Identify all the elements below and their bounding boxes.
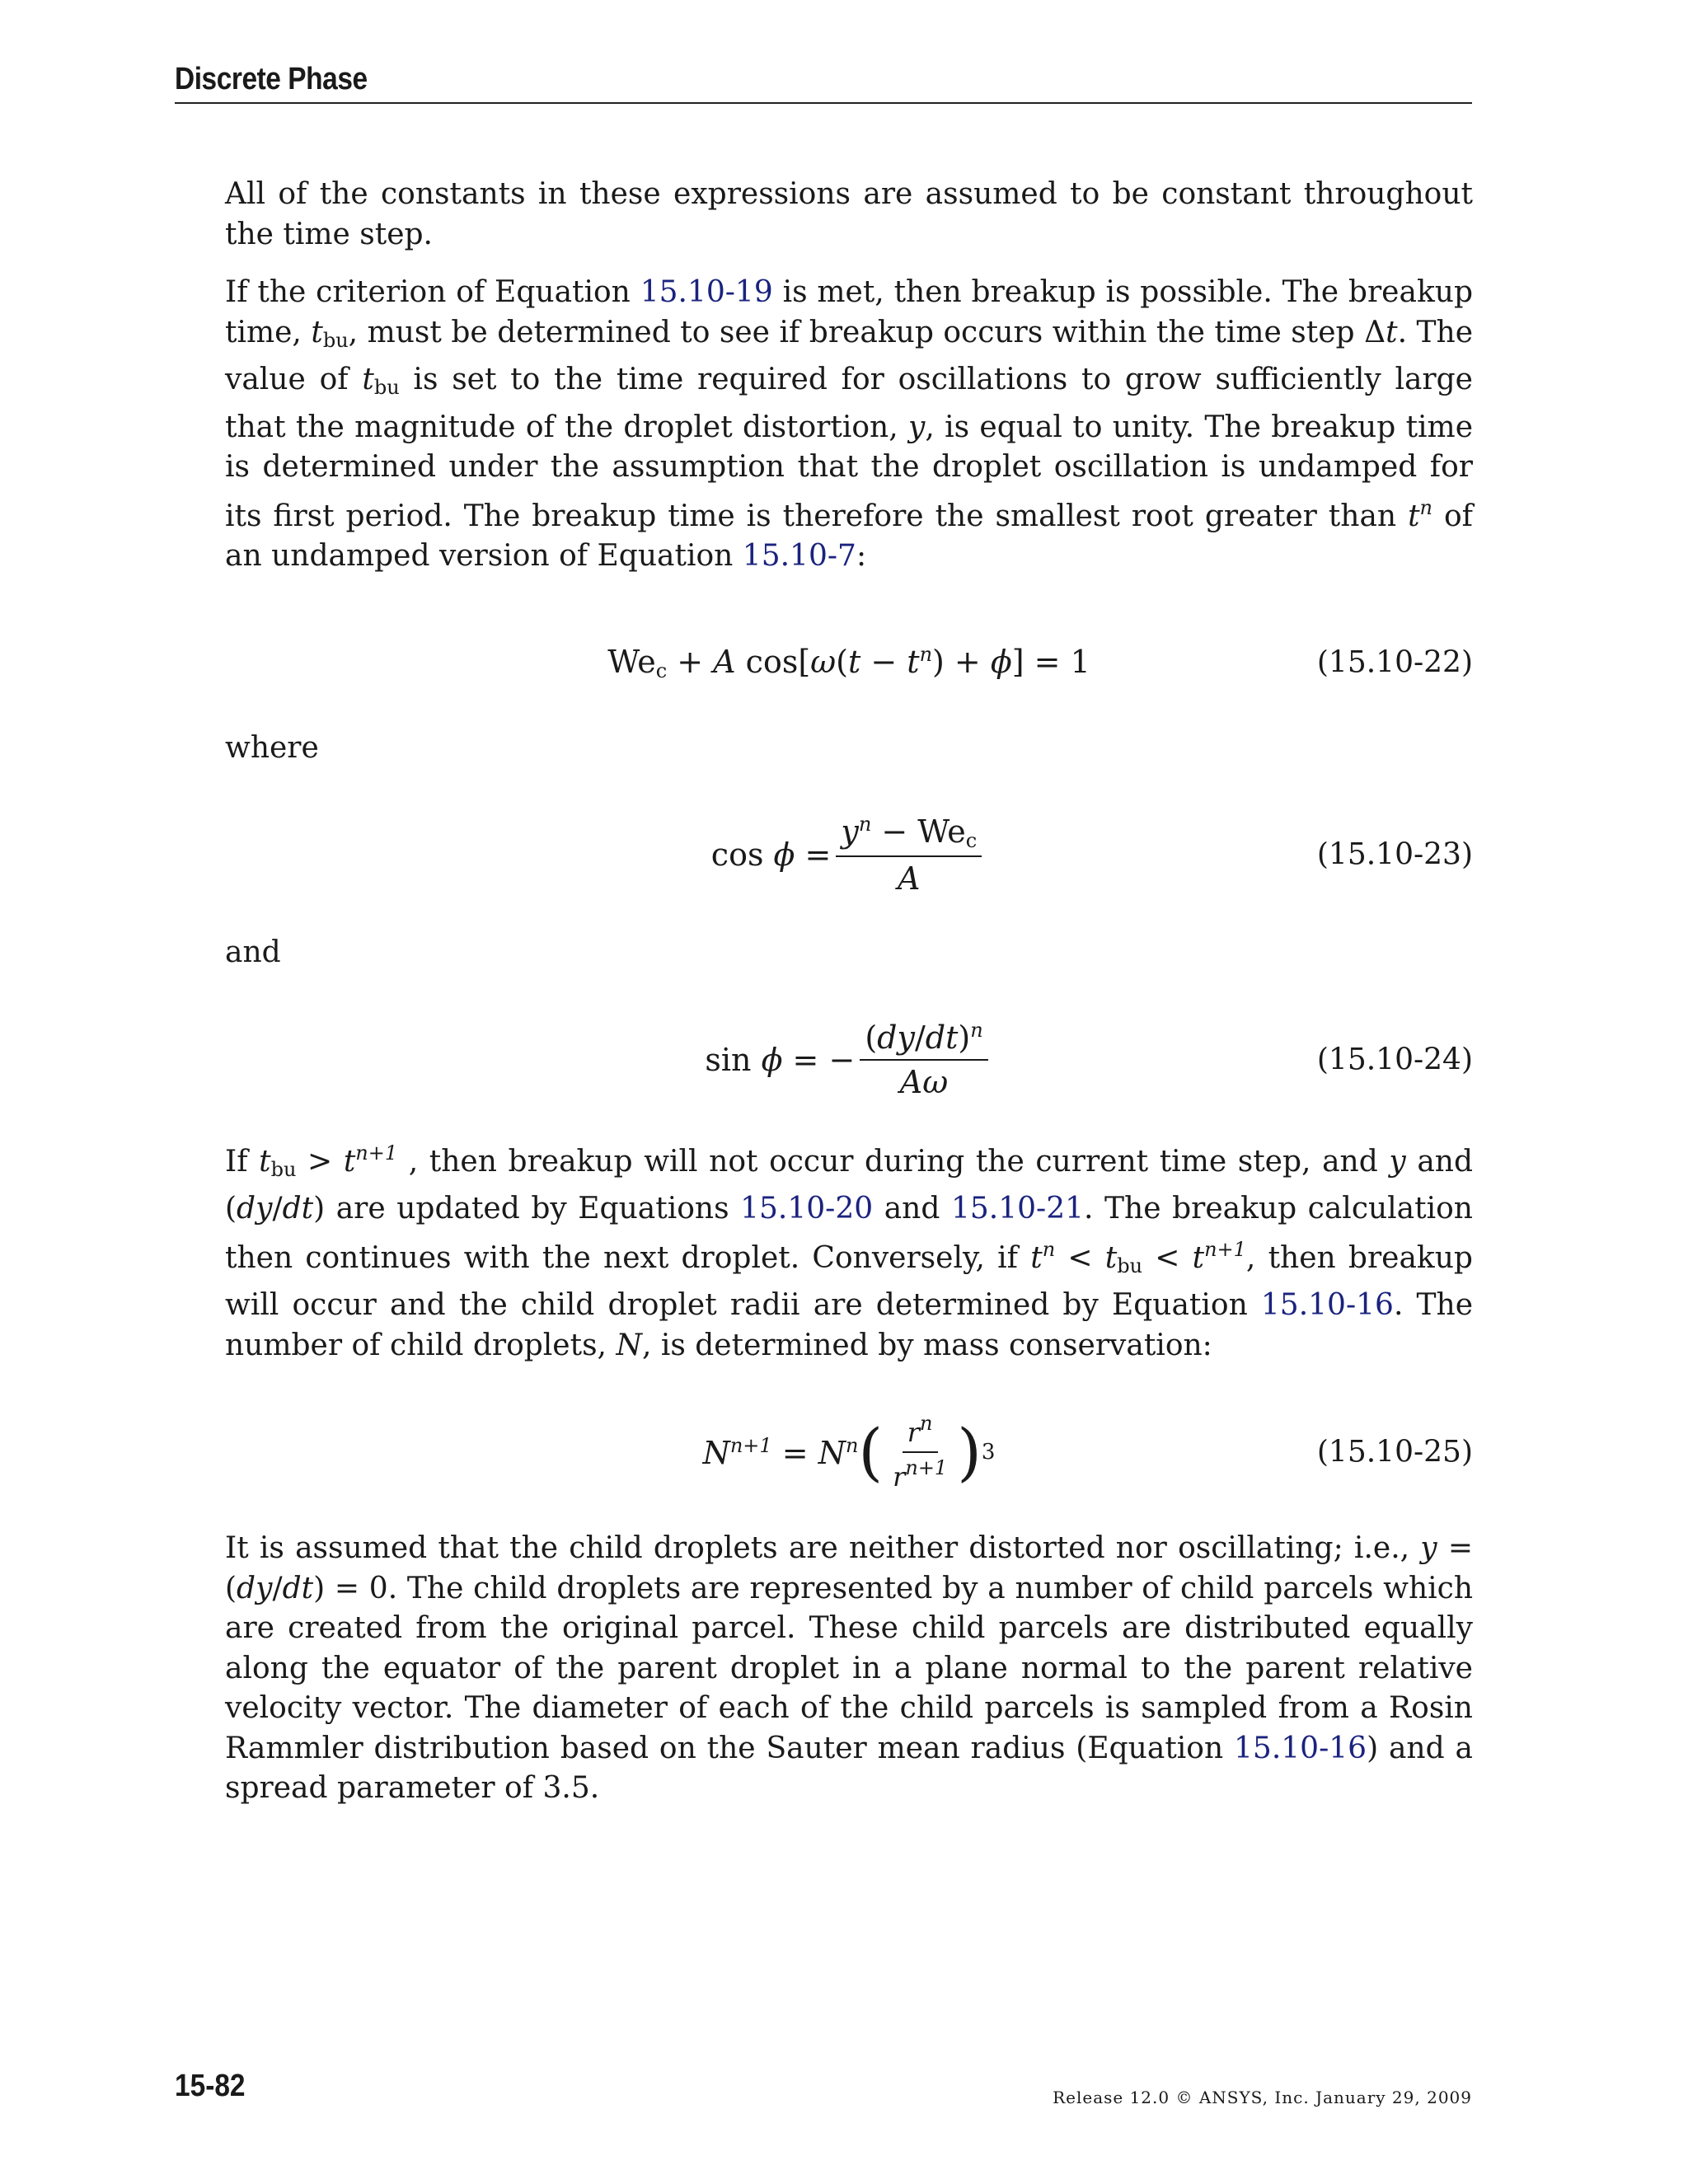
- ref-eq-15-10-16[interactable]: 15.10-16: [1234, 1731, 1367, 1765]
- page-header: [175, 59, 1472, 104]
- ref-eq-15-10-19[interactable]: 15.10-19: [640, 275, 773, 309]
- text-and: and: [225, 935, 281, 969]
- math-delta-t: Δt: [1364, 315, 1398, 349]
- equation-15-10-24: [225, 1006, 1473, 1113]
- math-tn-lt-tbu-lt-tn1: $t^n < t_{bu} < t^{n+1}$: [1030, 1237, 1246, 1277]
- paragraph-constants: All of the constants in these expressions are assumed to be constant throughout the time step.: [225, 177, 1473, 251]
- ref-eq-15-10-21[interactable]: 15.10-21: [950, 1192, 1085, 1226]
- paragraph-breakup-occurrence: If $t_{bu} > t^{n+1}$ , then breakup will not occur during the current time step, and y and (dy/dt) are updated by Equations 15.10-20 and 15.10-21. The breakup calculation then continues with the next droplet. Conversely, if $t^n < t_{bu} < t^{n+1}$, then breakup will occur and the child droplet radii are determined by Equation 15.10-16. The number of child droplets, N, is determined by mass conservation:: [225, 1141, 1474, 1362]
- math-t-bu: $t_{bu}$: [311, 315, 349, 352]
- paragraph-child-droplets: It is assumed that the child droplets are neither distorted nor oscillating; i.e., y = (dy/dt) = 0. The child droplets are represented by a number of child parcels which are created from the original parcel. These child parcels are distributed equally along the equator of the parent droplet in a plane normal to the parent relative velocity vector. The diameter of each of the child parcels is sampled from a Rosin Rammler distribution based on the Sauter mean radius (Equation 15.10-16) and a spread parameter of 3.5.: [225, 1531, 1474, 1805]
- equation-body: sin ϕ = − $\frac{(dy/dt)^n}{A\omega}$: [225, 1006, 1473, 1113]
- fraction: $\frac{r^n}{r^{n+1}}$: [893, 1412, 948, 1493]
- math-y: y: [1389, 1144, 1406, 1179]
- text-where: where: [225, 730, 319, 765]
- fraction: $\frac{y^n - We_c}{A}$: [836, 813, 982, 897]
- equation-15-10-23: [225, 801, 1473, 908]
- math-y: y: [908, 410, 926, 444]
- section-title: Discrete Phase: [175, 62, 368, 96]
- equation-15-10-25: [225, 1399, 1473, 1506]
- equation-number: (15.10-22): [1316, 645, 1473, 679]
- math-dy-dt: (dy/dt): [225, 1192, 326, 1226]
- math-N: N: [616, 1328, 642, 1362]
- paragraph-breakup-time: If the criterion of Equation 15.10-19 is met, then breakup is possible. The breakup time, $t_{bu}$, must be determined to see if breakup occurs within the time step Δt. The value of $t_{bu}$ is set to the time required for oscillations to grow sufficiently large that the magnitude of the droplet distortion, y, is equal to unity. The breakup time is determined under the assumption that the droplet oscillation is undamped for its first period. The breakup time is therefore the smallest root greater than $t^n$ of an undamped version of Equation 15.10-7:: [225, 275, 1474, 573]
- equation-number: (15.10-25): [1316, 1435, 1473, 1469]
- equation-body: $We_c + A$ $\cos[\omega(t - t^n) + \phi] = 1$: [607, 642, 1090, 682]
- page-number: 15-82: [175, 2069, 246, 2103]
- math-t-n: $t^n$: [1408, 495, 1433, 533]
- equation-body: $N^{n+1} = N^n$ ( $\frac{r^n}{r^{n+1}}$ ) 3: [702, 1412, 996, 1493]
- equation-number: (15.10-23): [1316, 837, 1473, 872]
- ref-eq-15-10-16[interactable]: 15.10-16: [1260, 1288, 1394, 1322]
- equation-body: cos ϕ = $\frac{y^n - We_c}{A}$: [225, 801, 1473, 908]
- math-y-eq-dydt-eq-0: y = (dy/dt) = 0: [225, 1531, 1474, 1605]
- document-body: [225, 175, 1473, 1809]
- math-t-bu: $t_{bu}$: [362, 363, 400, 399]
- release-info: Release 12.0 © ANSYS, Inc. January 29, 2009: [1053, 2088, 1472, 2107]
- ref-eq-15-10-7[interactable]: 15.10-7: [742, 539, 856, 573]
- equation-15-10-22: [225, 613, 1473, 712]
- fraction: $\frac{(dy/dt)^n}{A\omega}$: [860, 1019, 987, 1100]
- math-tbu-gt-tn1: $t_{bu} > t^{n+1}$: [259, 1141, 398, 1181]
- ref-eq-15-10-20[interactable]: 15.10-20: [740, 1192, 874, 1226]
- equation-number: (15.10-24): [1316, 1043, 1473, 1076]
